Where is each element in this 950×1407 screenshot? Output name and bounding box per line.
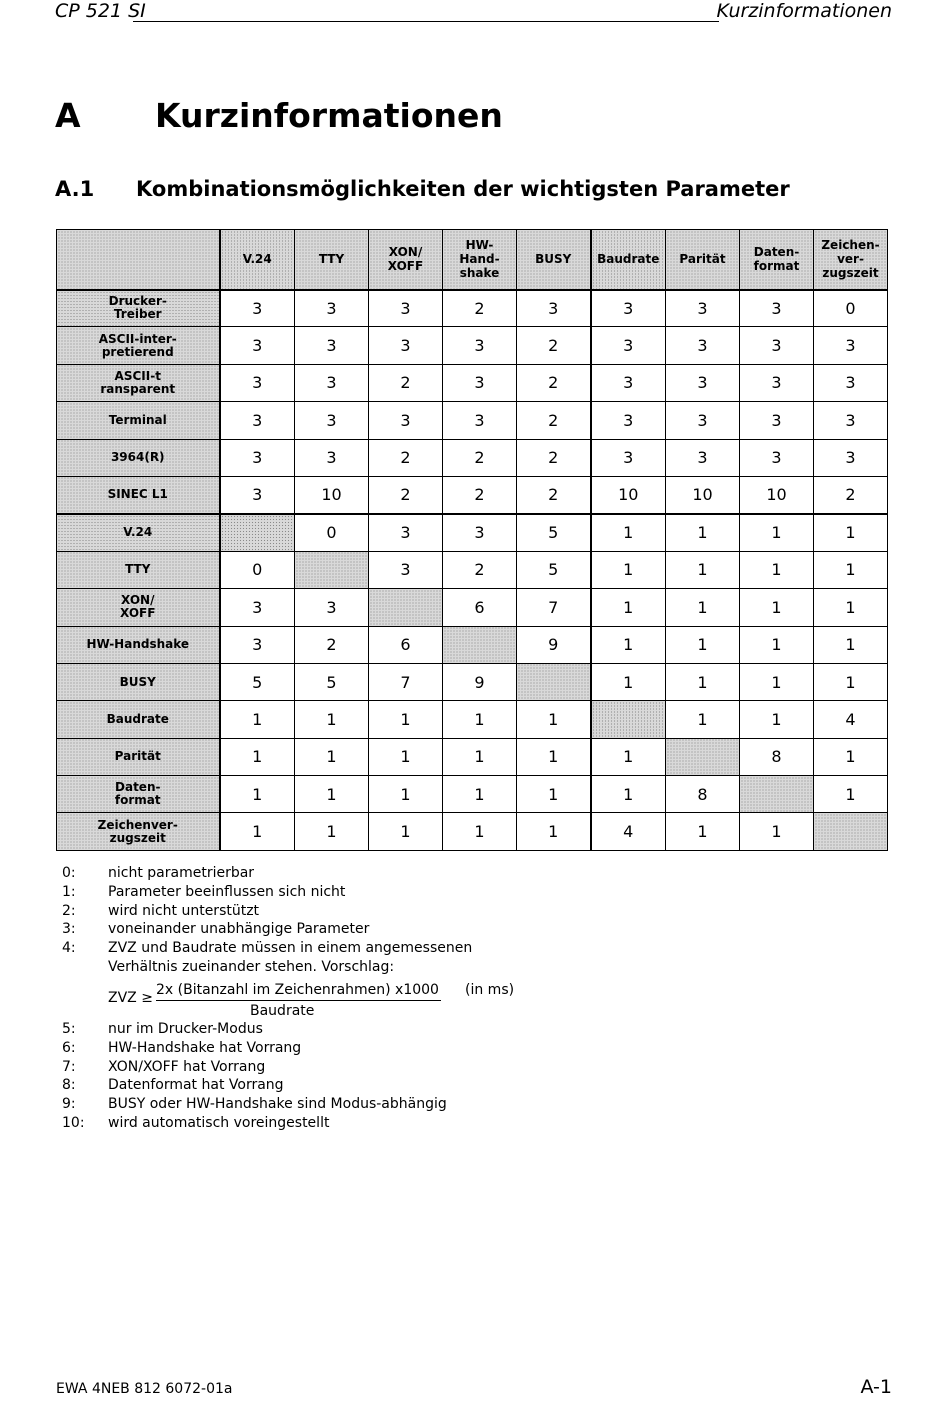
column-header [295, 230, 369, 290]
table-cell: 1 [740, 813, 814, 850]
table-cell-blank [295, 551, 369, 588]
formula-unit: (in ms) [465, 982, 515, 998]
table-cell: 1 [443, 701, 517, 738]
legend-key: 3: [62, 921, 76, 938]
table-row [57, 589, 888, 626]
table-cell: 1 [220, 813, 295, 850]
table-cell: 7 [517, 589, 591, 626]
label-line: Baudrate [106, 711, 169, 726]
table-cell: 1 [666, 626, 740, 663]
row-header [57, 551, 220, 588]
table-cell: 5 [517, 551, 591, 588]
table-cell: 5 [517, 514, 591, 551]
legend-text: XON/XOFF hat Vorrang [108, 1058, 266, 1075]
legend-text: Parameter beeinflussen sich nicht [108, 883, 346, 900]
legend-item [62, 1114, 447, 1133]
label-line: Zeichen- [821, 238, 880, 253]
table-cell: 3 [443, 514, 517, 551]
legend-text: BUSY oder HW-Handshake sind Modus-abhängig [108, 1096, 447, 1113]
table-cell: 3 [369, 514, 443, 551]
label-line: Parität [114, 749, 161, 764]
table-cell: 3 [220, 290, 295, 327]
table-cell: 10 [295, 476, 369, 513]
footer-page-number: A-1 [860, 1376, 892, 1398]
table-cell: 3 [220, 476, 295, 513]
table-cell: 1 [295, 776, 369, 813]
label-line: V.24 [123, 525, 153, 540]
row-header [57, 589, 220, 626]
table-row [57, 813, 888, 850]
table-cell-blank [443, 626, 517, 663]
label-line: shake [459, 266, 500, 281]
table-cell: 1 [369, 701, 443, 738]
table-cell: 1 [517, 738, 591, 775]
table-cell: 1 [740, 701, 814, 738]
table-cell: 3 [814, 364, 888, 401]
table-cell: 1 [740, 663, 814, 700]
table-cell-blank [740, 776, 814, 813]
table-row [57, 663, 888, 700]
row-header [57, 364, 220, 401]
table-cell-blank [666, 738, 740, 775]
label-line: zugszeit [109, 830, 166, 845]
table-cell: 2 [517, 364, 591, 401]
table-cell: 6 [369, 626, 443, 663]
label-line: ransparent [100, 381, 176, 396]
table-cell: 3 [666, 290, 740, 327]
header-title-right: Kurzinformationen [716, 0, 892, 22]
row-header [57, 402, 220, 439]
table-cell-blank [369, 589, 443, 626]
table-cell: 2 [369, 364, 443, 401]
table-row [57, 290, 888, 327]
table-cell: 5 [220, 663, 295, 700]
table-row [57, 514, 888, 551]
row-header [57, 476, 220, 513]
table-cell: 6 [443, 589, 517, 626]
table-cell: 3 [591, 439, 666, 476]
table-cell: 1 [740, 589, 814, 626]
table-cell: 3 [295, 327, 369, 364]
table-cell: 3 [814, 327, 888, 364]
table-cell: 3 [295, 290, 369, 327]
table-cell: 1 [814, 626, 888, 663]
table-cell: 1 [814, 551, 888, 588]
table-cell: 1 [740, 551, 814, 588]
table-cell: 3 [295, 589, 369, 626]
table-cell: 1 [591, 514, 666, 551]
table-cell: 1 [220, 738, 295, 775]
legend-key: 0: [62, 865, 76, 881]
table-cell: 3 [295, 439, 369, 476]
table-cell: 1 [591, 589, 666, 626]
table-cell: 3 [369, 551, 443, 588]
label-line: XOFF [387, 259, 424, 274]
table-cell: 2 [517, 476, 591, 513]
section-title: Kombinationsmöglichkeiten der wichtigsten Parameter [136, 177, 790, 201]
table-cell: 2 [443, 290, 517, 327]
row-header [57, 514, 220, 551]
table-cell: 3 [220, 364, 295, 401]
label-line: format [114, 793, 161, 808]
row-header [57, 663, 220, 700]
label-line: Treiber [113, 307, 162, 322]
table-cell: 9 [517, 626, 591, 663]
table-cell: 7 [369, 663, 443, 700]
footer-doc-number: EWA 4NEB 812 6072-01a [56, 1381, 233, 1397]
table-cell: 2 [443, 551, 517, 588]
chapter-number: A [55, 96, 81, 135]
table-cell-blank [517, 663, 591, 700]
table-cell: 1 [666, 589, 740, 626]
label-line: Parität [679, 252, 726, 267]
table-cell: 1 [295, 813, 369, 850]
table-cell: 1 [220, 776, 295, 813]
table-cell: 1 [814, 589, 888, 626]
table-corner-cell [57, 230, 220, 290]
table-cell: 2 [814, 476, 888, 513]
legend-text: Datenformat hat Vorrang [108, 1077, 284, 1094]
label-line: XON/ [121, 593, 155, 608]
row-header [57, 439, 220, 476]
label-line: XON/ [388, 245, 423, 260]
table-cell: 3 [295, 402, 369, 439]
label-line: ver- [837, 252, 864, 267]
column-header [443, 230, 517, 290]
table-row [57, 738, 888, 775]
column-header [220, 230, 295, 290]
table-cell: 1 [591, 663, 666, 700]
table-cell: 2 [369, 439, 443, 476]
formula-lhs: ZVZ ≥ [108, 990, 153, 1006]
legend-list-bottom [62, 1020, 447, 1133]
table-cell: 1 [666, 551, 740, 588]
table-cell: 4 [591, 813, 666, 850]
label-line: TTY [318, 252, 345, 267]
table-cell: 8 [666, 776, 740, 813]
legend-key [62, 958, 108, 977]
table-cell: 8 [740, 738, 814, 775]
label-line: pretierend [101, 344, 174, 359]
row-header [57, 738, 220, 775]
table-cell: 2 [443, 476, 517, 513]
legend-item [62, 1095, 447, 1114]
table-cell: 1 [220, 701, 295, 738]
table-cell: 1 [295, 738, 369, 775]
label-line: HW- [465, 238, 494, 253]
table-cell: 3 [666, 439, 740, 476]
column-header [369, 230, 443, 290]
legend-key: 8: [62, 1077, 76, 1094]
table-row [57, 439, 888, 476]
table-row [57, 776, 888, 813]
table-row [57, 476, 888, 513]
table-cell: 1 [443, 813, 517, 850]
table-cell: 2 [295, 626, 369, 663]
table-cell: 1 [591, 776, 666, 813]
column-header [517, 230, 591, 290]
table-cell: 3 [369, 327, 443, 364]
row-header [57, 701, 220, 738]
label-line: zugszeit [822, 266, 879, 281]
table-cell: 1 [666, 813, 740, 850]
table-cell: 2 [517, 327, 591, 364]
table-cell: 1 [295, 701, 369, 738]
label-line: TTY [125, 562, 151, 577]
table-cell: 3 [369, 290, 443, 327]
table-cell-blank [591, 701, 666, 738]
column-header [740, 230, 814, 290]
legend-key: 10: [62, 1114, 85, 1131]
legend-text: ZVZ und Baudrate müssen in einem angemessenen [108, 940, 473, 957]
section-number: A.1 [55, 177, 95, 201]
table-cell: 1 [814, 738, 888, 775]
legend-key: 5: [62, 1021, 76, 1037]
legend-item [62, 939, 472, 958]
table-cell: 1 [740, 626, 814, 663]
column-header [591, 230, 666, 290]
table-cell: 3 [740, 290, 814, 327]
table-cell: 3 [591, 327, 666, 364]
table-cell: 1 [517, 776, 591, 813]
legend-text: nicht parametrierbar [108, 865, 255, 881]
table-cell: 3 [666, 327, 740, 364]
legend-key: 4: [62, 940, 76, 957]
label-line: XOFF [120, 606, 156, 621]
legend-text: wird automatisch voreingestellt [108, 1114, 330, 1131]
label-line: BUSY [119, 674, 156, 689]
column-header [814, 230, 888, 290]
legend-key: 9: [62, 1096, 76, 1113]
legend-text: HW-Handshake hat Vorrang [108, 1039, 302, 1056]
table-cell: 3 [443, 364, 517, 401]
column-header [666, 230, 740, 290]
parameter-combination-table [56, 229, 888, 851]
table-cell: 1 [814, 514, 888, 551]
legend-item [62, 1076, 447, 1095]
formula-denominator: Baudrate [250, 1003, 315, 1019]
legend-text: nur im Drucker-Modus [108, 1021, 263, 1037]
table-cell: 3 [591, 402, 666, 439]
table-cell: 3 [740, 439, 814, 476]
table-cell: 3 [740, 402, 814, 439]
label-line: ASCII-t [114, 368, 161, 383]
legend-list-top [62, 864, 472, 977]
row-header [57, 327, 220, 364]
legend-key: 2: [62, 902, 76, 919]
table-cell: 3 [666, 402, 740, 439]
legend-text: Verhältnis zueinander stehen. Vorschlag: [108, 958, 395, 975]
chapter-title: Kurzinformationen [155, 96, 503, 135]
header-rule [133, 21, 719, 22]
table-cell: 1 [369, 738, 443, 775]
table-cell: 1 [666, 514, 740, 551]
table-cell: 3 [666, 364, 740, 401]
row-header [57, 290, 220, 327]
table-cell: 5 [295, 663, 369, 700]
legend-text: wird nicht unterstützt [108, 902, 260, 919]
row-header [57, 776, 220, 813]
label-line: Terminal [108, 412, 167, 427]
table-row [57, 551, 888, 588]
table-cell-blank [220, 514, 295, 551]
label-line: 3964(R) [110, 450, 165, 465]
table-cell: 1 [369, 813, 443, 850]
legend-item [62, 920, 472, 939]
table-row [57, 364, 888, 401]
table-cell: 1 [814, 663, 888, 700]
legend-item [62, 1020, 447, 1039]
legend-item [62, 1039, 447, 1058]
table-cell: 10 [591, 476, 666, 513]
table-row [57, 626, 888, 663]
table-cell: 3 [740, 327, 814, 364]
table-cell: 1 [591, 738, 666, 775]
header-title-left: CP 521 SI [55, 0, 146, 22]
label-line: BUSY [535, 252, 572, 267]
table-cell: 1 [517, 701, 591, 738]
table-cell: 9 [443, 663, 517, 700]
label-line: ASCII-inter- [98, 331, 177, 346]
label-line: Daten- [115, 780, 161, 795]
table-cell: 4 [814, 701, 888, 738]
table-cell: 1 [517, 813, 591, 850]
table-cell: 3 [814, 402, 888, 439]
table-cell: 3 [591, 364, 666, 401]
table-cell: 1 [369, 776, 443, 813]
table-cell: 3 [220, 402, 295, 439]
legend-key: 1: [62, 883, 76, 900]
table-cell: 3 [295, 364, 369, 401]
table-cell: 3 [443, 327, 517, 364]
formula-numerator: 2x (Bitanzahl im Zeichenrahmen) x1000 [156, 982, 441, 1001]
legend-key: 7: [62, 1058, 76, 1075]
table-cell: 2 [369, 476, 443, 513]
legend-item [62, 1058, 447, 1077]
table-cell: 1 [443, 776, 517, 813]
table-row [57, 701, 888, 738]
table-cell: 3 [220, 626, 295, 663]
table-cell: 10 [666, 476, 740, 513]
label-line: SINEC L1 [107, 487, 168, 502]
table-cell: 3 [517, 290, 591, 327]
label-line: Drucker- [108, 294, 167, 309]
table-cell: 0 [220, 551, 295, 588]
table-cell: 0 [814, 290, 888, 327]
table-cell: 1 [666, 663, 740, 700]
table-cell: 3 [220, 327, 295, 364]
table-cell: 3 [740, 364, 814, 401]
table-cell: 2 [443, 439, 517, 476]
legend-key: 6: [62, 1039, 76, 1056]
row-header [57, 813, 220, 850]
row-header [57, 626, 220, 663]
legend-item [62, 883, 472, 902]
table-cell: 10 [740, 476, 814, 513]
table-cell: 2 [517, 439, 591, 476]
table-cell: 3 [369, 402, 443, 439]
table-row [57, 402, 888, 439]
label-line: format [753, 259, 800, 274]
table-cell: 1 [443, 738, 517, 775]
legend-item [62, 958, 472, 977]
label-line: Hand- [459, 252, 500, 267]
table-row [57, 327, 888, 364]
table-cell: 0 [295, 514, 369, 551]
table-cell: 1 [591, 626, 666, 663]
table-cell: 3 [220, 439, 295, 476]
table-cell: 3 [220, 589, 295, 626]
table-cell: 1 [591, 551, 666, 588]
table-cell: 1 [814, 776, 888, 813]
table-cell: 3 [814, 439, 888, 476]
table-cell-blank [814, 813, 888, 850]
legend-item [62, 902, 472, 921]
legend-item [62, 864, 472, 883]
table-cell: 3 [443, 402, 517, 439]
label-line: Daten- [753, 245, 800, 260]
table-cell: 2 [517, 402, 591, 439]
table-cell: 1 [666, 701, 740, 738]
table-cell: 1 [740, 514, 814, 551]
label-line: V.24 [242, 252, 272, 267]
label-line: Zeichenver- [97, 817, 178, 832]
label-line: Baudrate [597, 252, 660, 267]
table-cell: 3 [591, 290, 666, 327]
label-line: HW-Handshake [86, 637, 190, 652]
legend-text: voneinander unabhängige Parameter [108, 921, 370, 938]
